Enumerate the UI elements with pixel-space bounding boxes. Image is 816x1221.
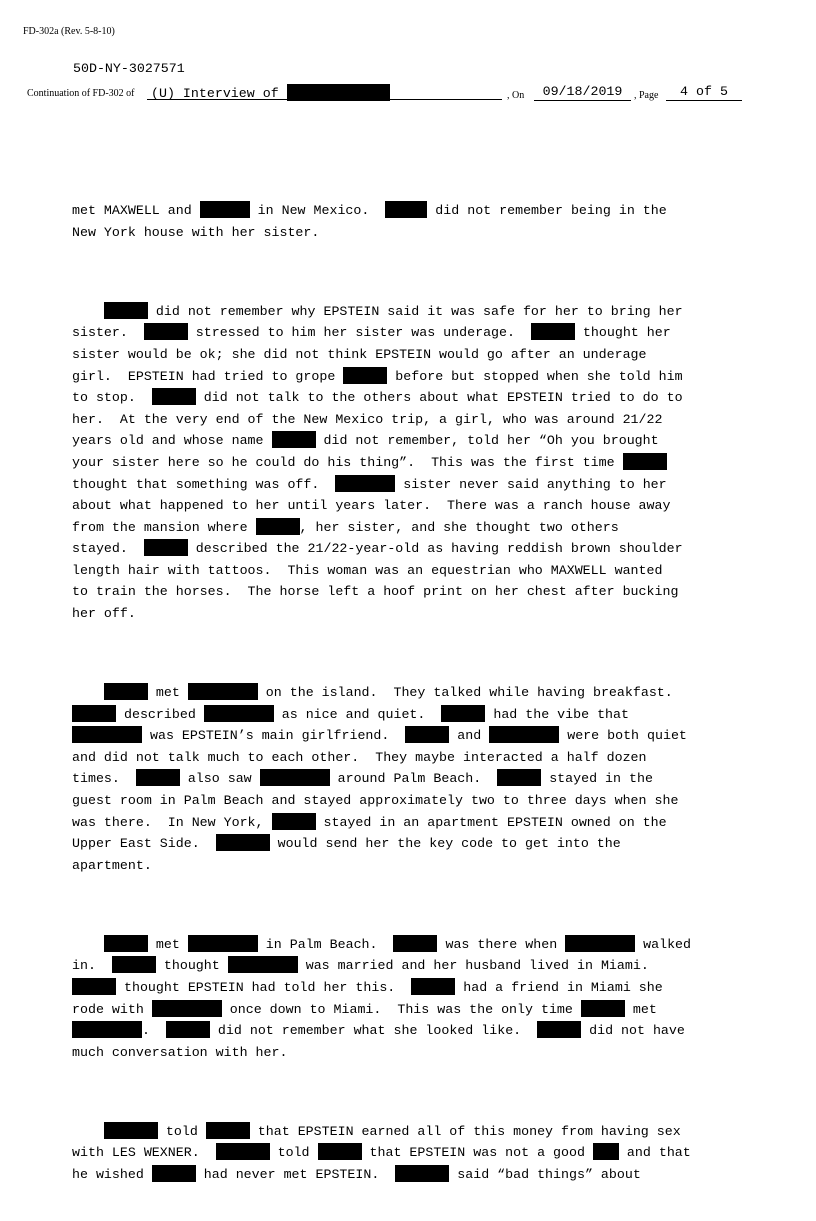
redaction: [104, 935, 148, 952]
redaction: [581, 1000, 625, 1017]
paragraph: [72, 1121, 752, 1186]
text-segment: stayed.: [72, 541, 144, 557]
text-line: [72, 344, 752, 366]
text-segment: thought her: [574, 325, 671, 341]
paragraph: [72, 301, 752, 625]
redaction: [204, 705, 274, 722]
paragraph: [72, 934, 752, 1064]
text-segment: had the vibe that: [485, 706, 629, 722]
text-segment: sister never said anything to her: [395, 476, 667, 492]
redaction: [136, 769, 180, 786]
redaction: [216, 1143, 270, 1160]
text-segment: would send her the key code to get into the: [269, 836, 621, 852]
text-line: [72, 1020, 752, 1042]
text-segment: your sister here so he could do his thing”. This was the first time: [72, 454, 623, 470]
text-line: [72, 474, 752, 496]
redaction: [104, 302, 148, 319]
text-line: [72, 366, 752, 388]
redaction: [393, 935, 437, 952]
text-segment: was there when: [437, 936, 566, 952]
text-segment: sister would be ok; she did not think EPSTEIN would go after an underage: [72, 346, 647, 362]
redaction: [537, 1021, 581, 1038]
text-segment: met: [147, 685, 188, 701]
redaction: [623, 453, 667, 470]
text-segment: girl. EPSTEIN had tried to grope: [72, 368, 344, 384]
text-segment: and: [449, 728, 490, 744]
text-line: [72, 704, 752, 726]
text-segment: thought that something was off.: [72, 476, 336, 492]
text-segment: also saw: [179, 771, 260, 787]
text-segment: stressed to him her sister was underage.: [187, 325, 531, 341]
text-line: [72, 517, 752, 539]
text-segment: years old and whose name: [72, 433, 272, 449]
text-segment: told: [269, 1145, 318, 1161]
text-segment: on the island. They talked while having breakfast.: [257, 685, 673, 701]
text-line: [72, 560, 752, 582]
text-line: [72, 790, 752, 812]
text-line: [72, 222, 752, 244]
redaction: [256, 518, 300, 535]
text-line: [72, 768, 752, 790]
redaction: [72, 705, 116, 722]
text-line: [72, 955, 752, 977]
redaction: [385, 201, 427, 218]
redaction: [144, 323, 188, 340]
paragraph: [72, 200, 752, 243]
text-line: [72, 855, 752, 877]
text-line: [72, 833, 752, 855]
paragraph: [72, 682, 752, 876]
text-line: [72, 1142, 752, 1164]
redaction: [188, 683, 258, 700]
text-line: [72, 581, 752, 603]
text-segment: apartment.: [72, 857, 152, 873]
redaction: [335, 475, 395, 492]
text-line: [72, 452, 752, 474]
text-segment: met MAXWELL and: [72, 203, 200, 219]
redaction: [206, 1122, 250, 1139]
text-segment: were both quiet: [559, 728, 687, 744]
text-line: [72, 725, 752, 747]
redaction: [152, 388, 196, 405]
redaction: [216, 834, 270, 851]
text-segment: stayed in the: [541, 771, 653, 787]
redaction: [395, 1165, 449, 1182]
text-segment: that EPSTEIN was not a good: [361, 1145, 593, 1161]
page-label: , Page: [634, 90, 659, 101]
text-line: [72, 934, 752, 956]
text-segment: did not remember why EPSTEIN said it was safe for her to bring her: [147, 303, 683, 319]
text-segment: had a friend in Miami she: [455, 979, 663, 995]
redaction: [228, 956, 298, 973]
text-segment: Upper East Side.: [72, 836, 216, 852]
text-segment: [72, 304, 104, 319]
text-segment: in.: [72, 958, 112, 974]
text-segment: [72, 937, 104, 952]
text-line: [72, 812, 752, 834]
text-segment: was EPSTEIN’s main girlfriend.: [142, 728, 406, 744]
redaction: [531, 323, 575, 340]
text-line: [72, 682, 752, 704]
text-segment: her off.: [72, 606, 136, 622]
text-segment: described the 21/22-year-old as having reddish brown shoulder: [187, 541, 683, 557]
text-segment: did not remember what she looked like.: [209, 1023, 538, 1039]
text-segment: about what happened to her until years later. There was a ranch house away: [72, 498, 671, 514]
text-segment: in New Mexico.: [249, 203, 386, 219]
subject-field: [147, 84, 502, 100]
form-code: FD-302a (Rev. 5-8-10): [23, 26, 115, 37]
text-segment: guest room in Palm Beach and stayed approximately two to three days when she: [72, 793, 679, 808]
text-segment: he wished: [72, 1166, 152, 1182]
text-segment: .: [142, 1023, 166, 1039]
text-segment: around Palm Beach.: [329, 771, 498, 787]
redaction: [112, 956, 156, 973]
redaction: [272, 813, 316, 830]
text-line: [72, 999, 752, 1021]
redaction: [104, 1122, 158, 1139]
redaction: [188, 935, 258, 952]
text-segment: met: [624, 1001, 657, 1017]
text-segment: was there. In New York,: [72, 814, 272, 830]
on-label: , On: [507, 90, 525, 101]
text-segment: and that: [618, 1145, 691, 1161]
text-line: [72, 409, 752, 431]
text-segment: sister.: [72, 325, 144, 341]
text-segment: stayed in an apartment EPSTEIN owned on the: [315, 814, 667, 830]
redaction: [260, 769, 330, 786]
redaction: [405, 726, 449, 743]
redaction: [72, 978, 116, 995]
text-segment: to stop.: [72, 390, 152, 406]
redaction: [72, 1021, 142, 1038]
text-segment: said “bad things” about: [449, 1166, 641, 1182]
file-number: 50D-NY-3027571: [73, 61, 185, 76]
text-line: [72, 747, 752, 769]
document-body: [72, 157, 752, 1221]
text-segment: [72, 685, 104, 700]
text-line: [72, 1121, 752, 1143]
date-field: 09/18/2019: [534, 84, 631, 101]
text-segment: did not talk to the others about what EPSTEIN tried to do to: [195, 390, 683, 406]
redaction: [441, 705, 485, 722]
text-segment: thought EPSTEIN had told her this.: [116, 979, 412, 995]
text-segment: times.: [72, 771, 136, 787]
text-segment: walked: [635, 936, 692, 952]
redaction: [72, 726, 142, 743]
text-segment: was married and her husband lived in Miami.: [297, 958, 649, 974]
text-line: [72, 1042, 752, 1064]
text-segment: New York house with her sister.: [72, 224, 320, 240]
text-segment: had never met EPSTEIN.: [195, 1166, 396, 1182]
text-segment: rode with: [72, 1001, 152, 1017]
text-line: [72, 200, 752, 222]
text-segment: once down to Miami. This was the only time: [221, 1001, 581, 1017]
text-segment: thought: [155, 958, 228, 974]
text-line: [72, 603, 752, 625]
redaction: [144, 539, 188, 556]
text-segment: did not have: [581, 1023, 685, 1039]
text-segment: and did not talk much to each other. They maybe interacted a half dozen: [72, 749, 647, 765]
text-segment: [72, 1124, 104, 1139]
text-segment: in Palm Beach.: [257, 936, 394, 952]
text-segment: told: [157, 1123, 206, 1139]
text-segment: as nice and quiet.: [273, 706, 442, 722]
text-segment: did not remember being in the: [427, 203, 667, 219]
text-segment: to train the horses. The horse left a hoof print on her chest after bucking: [72, 584, 679, 600]
redaction: [343, 367, 387, 384]
redaction: [565, 935, 635, 952]
redaction: [497, 769, 541, 786]
redaction: [104, 683, 148, 700]
text-segment: with LES WEXNER.: [72, 1145, 216, 1161]
text-segment: met: [147, 936, 188, 952]
text-segment: that EPSTEIN earned all of this money from having sex: [249, 1123, 681, 1139]
redaction: [152, 1165, 196, 1182]
redaction: [411, 978, 455, 995]
continuation-label: Continuation of FD-302 of: [27, 88, 135, 99]
subject-text: (U) Interview of: [151, 86, 279, 101]
text-segment: did not remember, told her “Oh you brought: [315, 433, 659, 449]
text-segment: before but stopped when she told him: [387, 368, 683, 384]
text-line: [72, 1164, 752, 1186]
text-segment: her. At the very end of the New Mexico trip, a girl, who was around 21/22: [72, 411, 663, 427]
text-line: [72, 495, 752, 517]
text-line: [72, 430, 752, 452]
text-line: [72, 301, 752, 323]
redaction: [166, 1021, 210, 1038]
text-line: [72, 977, 752, 999]
text-segment: length hair with tattoos. This woman was an equestrian who MAXWELL wanted: [72, 562, 663, 578]
redaction: [318, 1143, 362, 1160]
text-segment: , her sister, and she thought two others: [299, 519, 619, 535]
redaction: [200, 201, 250, 218]
text-line: [72, 538, 752, 560]
text-line: [72, 387, 752, 409]
redaction: [272, 431, 316, 448]
redaction: [593, 1143, 619, 1160]
redaction: [287, 84, 390, 101]
redaction: [489, 726, 559, 743]
text-line: [72, 322, 752, 344]
text-segment: described: [116, 706, 204, 722]
redaction: [152, 1000, 222, 1017]
page-number-field: 4 of 5: [666, 84, 742, 101]
text-segment: from the mansion where: [72, 519, 256, 535]
text-segment: much conversation with her.: [72, 1044, 288, 1060]
